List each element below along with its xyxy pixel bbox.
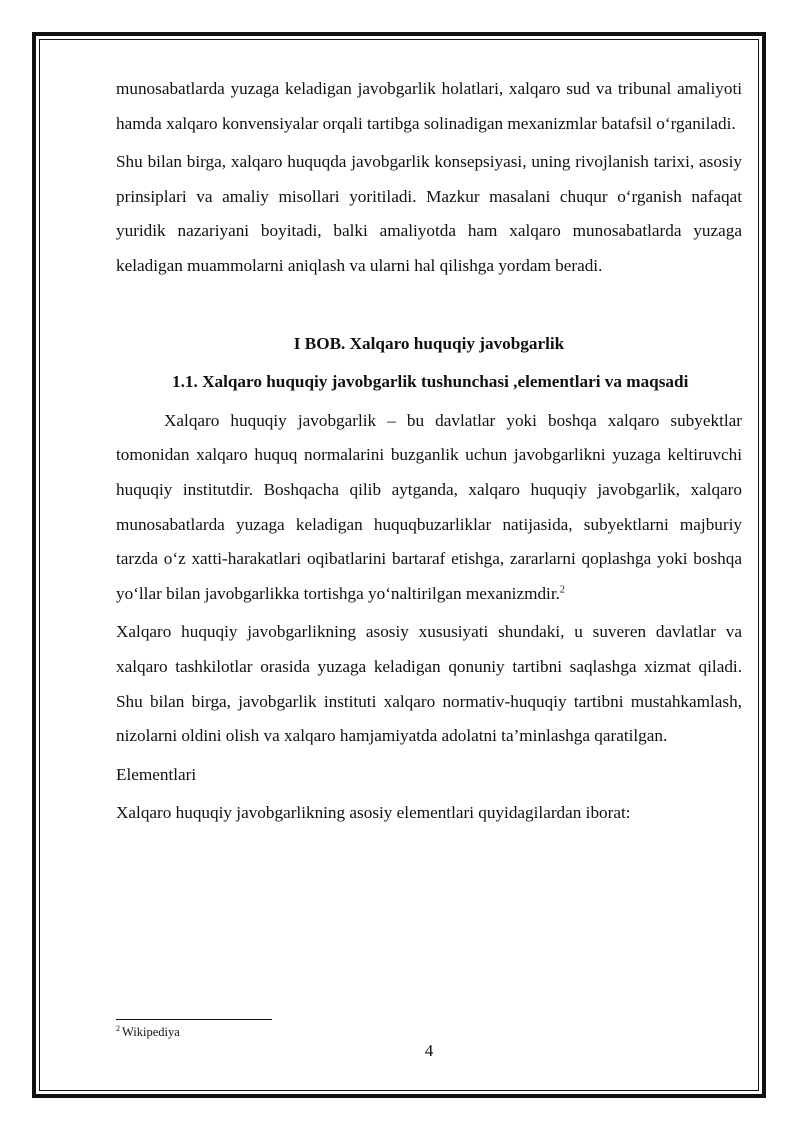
page-number: 4 (424, 1041, 434, 1060)
paragraph-elements-label: Elementlari (116, 764, 197, 784)
paragraph-definition (116, 404, 742, 612)
paragraph-definition-text: Xalqaro huquqiy javobgarlik – bu davlatlar yoki boshqa xalqaro subyektlar tomonidan xalqaro huquq normalarini buzganlik uchun javobgarlikni yuzaga keltiruvchi huquqiy institutdir. Boshqacha qilib aytganda, xalqaro huquqiy javobgarlik, xalqaro munosabatlarda yuzaga keladigan huquqbuzarliklar natijasida, subyektlarni majburiy tarzda o‘z xatti-harakatlari oqibatlarini bartaraf etishga, zararlarni qoplashga yoki boshqa yo‘llar bilan javobgarlikka tortishga yo‘naltirilgan mexanizmdir. (116, 410, 742, 603)
chapter-heading: I BOB. Xalqaro huquqiy javobgarlik (293, 333, 565, 353)
page-body (116, 72, 742, 831)
footnote-text: Wikipediya (122, 1025, 180, 1039)
paragraph-intro-continued: munosabatlarda yuzaga keladigan javobgarlik holatlari, xalqaro sud va tribunal amaliyoti hamda xalqaro konvensiyalar orqali tartibga solinadigan mexanizmlar batafsil o‘rganiladi. (116, 79, 742, 133)
footnote-separator (116, 1019, 272, 1020)
footnote-reference[interactable]: 2 (559, 583, 565, 595)
footnote-number: 2 (116, 1023, 120, 1033)
paragraph-elements-intro: Xalqaro huquqiy javobgarlikning asosiy elementlari quyidagilardan iborat: (116, 803, 631, 823)
section-heading: 1.1. Xalqaro huquqiy javobgarlik tushunchasi ,elementlari va maqsadi (172, 372, 689, 392)
paragraph-overview: Shu bilan birga, xalqaro huquqda javobgarlik konsepsiyasi, uning rivojlanish tarixi, asosiy prinsiplari va amaliy misollari yoritiladi. Mazkur masalani chuqur o‘rganish nafaqat yuridik nazariyani boyitadi, balki amaliyotda ham xalqaro munosabatlarda yuzaga keladigan muammolarni aniqlash va ularni hal qilishga yordam beradi. (116, 152, 742, 275)
paragraph-features: Xalqaro huquqiy javobgarlikning asosiy xususiyati shundaki, u suveren davlatlar va xalqaro tashkilotlar orasida yuzaga keladigan qonuniy tartibni saqlashga xizmat qiladi. Shu bilan birga, javobgarlik instituti xalqaro normativ-huquqiy tartibni mustahkamlash, nizolarni oldini olish va xalqaro hamjamiyatda adolatni ta’minlashga qaratilgan. (116, 622, 742, 746)
footnote (116, 1024, 180, 1040)
